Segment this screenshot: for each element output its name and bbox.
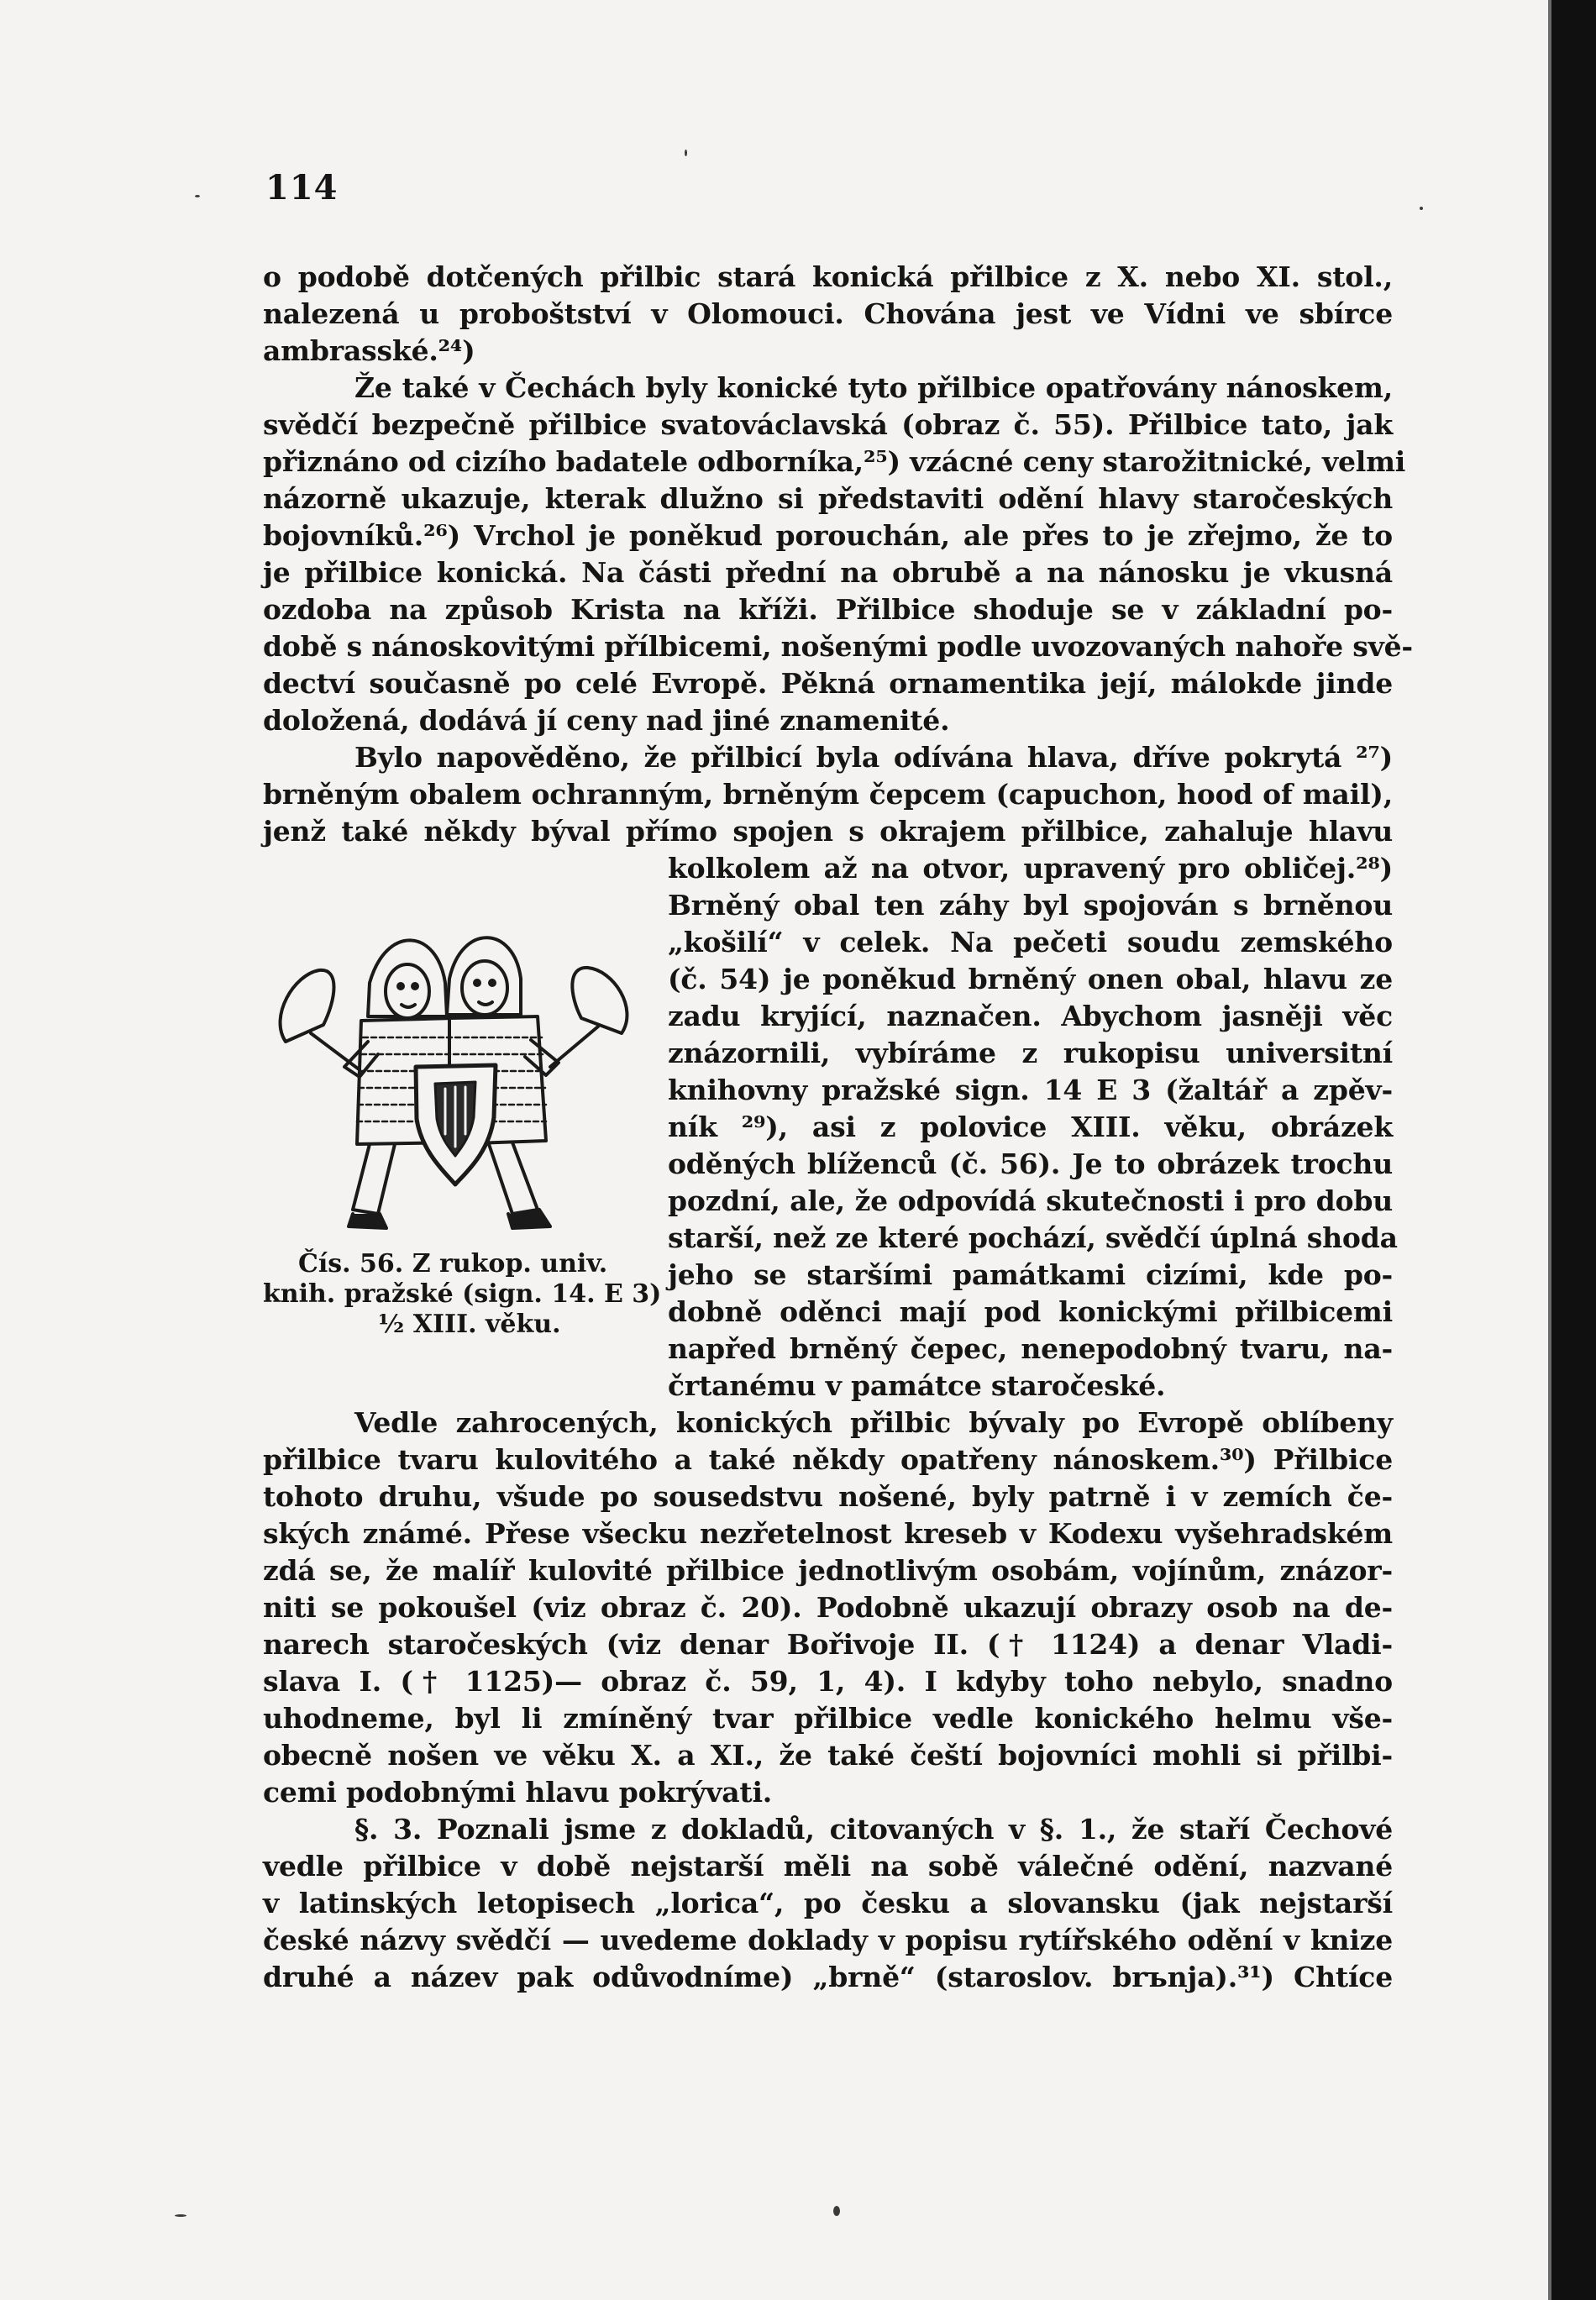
- text-line: přilbice tvaru kulovitého a také někdy opatřeny nánoskem.³⁰) Přilbice: [263, 1443, 1393, 1476]
- text-line: niti se pokoušel (viz obraz č. 20). Podobně ukazují obrazy osob na de-: [263, 1591, 1393, 1624]
- text-line: uhodneme, byl li zmíněný tvar přilbice vedle konického helmu vše-: [263, 1702, 1393, 1735]
- text-line: dectví současně po celé Evropě. Pěkná ornamentika její, málokde jinde: [263, 667, 1393, 700]
- text-line: Bylo napověděno, že přilbicí byla odívána hlava, dříve pokrytá ²⁷): [354, 741, 1393, 774]
- text-line: doložená, dodává jí ceny nad jiné znamenité.: [263, 704, 950, 737]
- page-number: 114: [265, 168, 339, 207]
- text-line: druhé a název pak odůvodníme) „brně“ (staroslov. brъnja).³¹) Chtíce: [263, 1961, 1393, 1993]
- text-line: vedle přilbice v době nejstarší měli na sobě válečné odění, nazvané: [263, 1850, 1393, 1883]
- text-line: Že také v Čechách byly konické tyto přilbice opatřovány nánoskem,: [354, 371, 1393, 404]
- text-line: ambrasské.²⁴): [263, 334, 475, 367]
- text-line: svědčí bezpečně přilbice svatováclavská (obraz č. 55). Přilbice tato, jak: [263, 408, 1393, 441]
- text-line: Vedle zahrocených, konických přilbic bývaly po Evropě oblíbeny: [354, 1406, 1393, 1439]
- scan-speck: [685, 150, 687, 156]
- text-line: je přilbice konická. Na části přední na obrubě a na nánosku je vkusná: [263, 556, 1393, 589]
- text-line: době s nánoskovitými přílbicemi, nošenými podle uvozovaných nahoře svě-: [263, 630, 1413, 663]
- text-line: zadu kryjící, naznačen. Abychom jasněji věc: [668, 1000, 1393, 1032]
- text-line: nalezená u proboštství v Olomouci. Chována jest ve Vídni ve sbírce: [263, 297, 1393, 330]
- twins-illustration: [269, 924, 638, 1243]
- text-line: starší, než ze které pochází, svědčí úplná shoda: [668, 1221, 1398, 1254]
- text-line: znázornili, vybíráme z rukopisu universitní: [668, 1037, 1393, 1069]
- scan-speck: [195, 195, 200, 197]
- text-line: jenž také někdy býval přímo spojen s okrajem přilbice, zahaluje hlavu: [263, 815, 1393, 848]
- text-line: v latinských letopisech „lorica“, po česku a slovansku (jak nejstarší: [263, 1887, 1393, 1919]
- text-line: (č. 54) je poněkud brněný onen obal, hlavu ze: [668, 963, 1393, 995]
- text-line: knihovny pražské sign. 14 E 3 (žaltář a zpěv-: [668, 1074, 1393, 1106]
- text-line: oděných blíženců (č. 56). Je to obrázek trochu: [668, 1147, 1393, 1180]
- text-line: bojovníků.²⁶) Vrchol je poněkud porouchán, ale přes to je zřejmo, že to: [263, 519, 1393, 552]
- text-line: ník ²⁹), asi z polovice XIII. věku, obrázek: [668, 1111, 1393, 1143]
- scan-speck: [1420, 207, 1423, 210]
- text-line: pozdní, ale, že odpovídá skutečnosti i pro dobu: [668, 1184, 1393, 1217]
- scan-speck: [175, 2214, 186, 2217]
- scan-border: [1548, 0, 1596, 2300]
- text-line: ských známé. Přese všecku nezřetelnost kreseb v Kodexu vyšehradském: [263, 1517, 1393, 1550]
- text-line: kolkolem až na otvor, upravený pro obličej.²⁸): [668, 852, 1393, 885]
- text-line: narech staročeských (viz denar Bořivoje II. († 1124) a denar Vladi-: [263, 1628, 1393, 1661]
- text-line: dobně oděnci mají pod konickými přilbicemi: [668, 1295, 1393, 1328]
- text-line: přiznáno od cizího badatele odborníka,²⁵) vzácné ceny starožitnické, velmi: [263, 445, 1406, 478]
- text-line: ozdoba na způsob Krista na kříži. Přilbice shoduje se v základní po-: [263, 593, 1393, 626]
- text-line: české názvy svědčí — uvedeme doklady v popisu rytířského odění v knize: [263, 1924, 1393, 1956]
- scan-speck: [833, 2206, 840, 2216]
- text-line: „košilí“ v celek. Na pečeti soudu zemského: [668, 926, 1393, 958]
- text-line: tohoto druhu, všude po sousedstvu nošené, byly patrně i v zemích če-: [263, 1480, 1393, 1513]
- text-line: názorně ukazuje, kterak dlužno si představiti odění hlavy staročeských: [263, 482, 1393, 515]
- text-line: slava I. († 1125)— obraz č. 59, 1, 4). I kdyby toho nebylo, snadno: [263, 1665, 1393, 1698]
- text-line: Brněný obal ten záhy byl spojován s brněnou: [668, 889, 1393, 922]
- text-line: brněným obalem ochranným, brněným čepcem (capuchon, hood of mail),: [263, 778, 1393, 811]
- text-line: cemi podobnými hlavu pokrývati.: [263, 1776, 773, 1809]
- figure-caption-line: knih. pražské (sign. 14. E 3): [263, 1279, 662, 1309]
- text-line: obecně nošen ve věku X. a XI., že také čeští bojovníci mohli si přilbi-: [263, 1739, 1393, 1772]
- text-line: črtanému v památce staročeské.: [668, 1369, 1166, 1402]
- text-line: napřed brněný čepec, nenepodobný tvaru, na-: [668, 1332, 1393, 1365]
- figure-caption-line: Čís. 56. Z rukop. univ.: [298, 1249, 608, 1279]
- figure-caption-line: ½ XIII. věku.: [378, 1310, 561, 1339]
- text-line: §. 3. Poznali jsme z dokladů, citovaných v §. 1., že staří Čechové: [354, 1813, 1393, 1846]
- text-line: o podobě dotčených přilbic stará konická přilbice z X. nebo XI. stol.,: [263, 260, 1393, 293]
- text-line: zdá se, že malíř kulovité přilbice jednotlivým osobám, vojínům, znázor-: [263, 1554, 1393, 1587]
- page-edge: [1548, 0, 1551, 2300]
- text-line: jeho se staršími památkami cizími, kde po-: [668, 1258, 1393, 1291]
